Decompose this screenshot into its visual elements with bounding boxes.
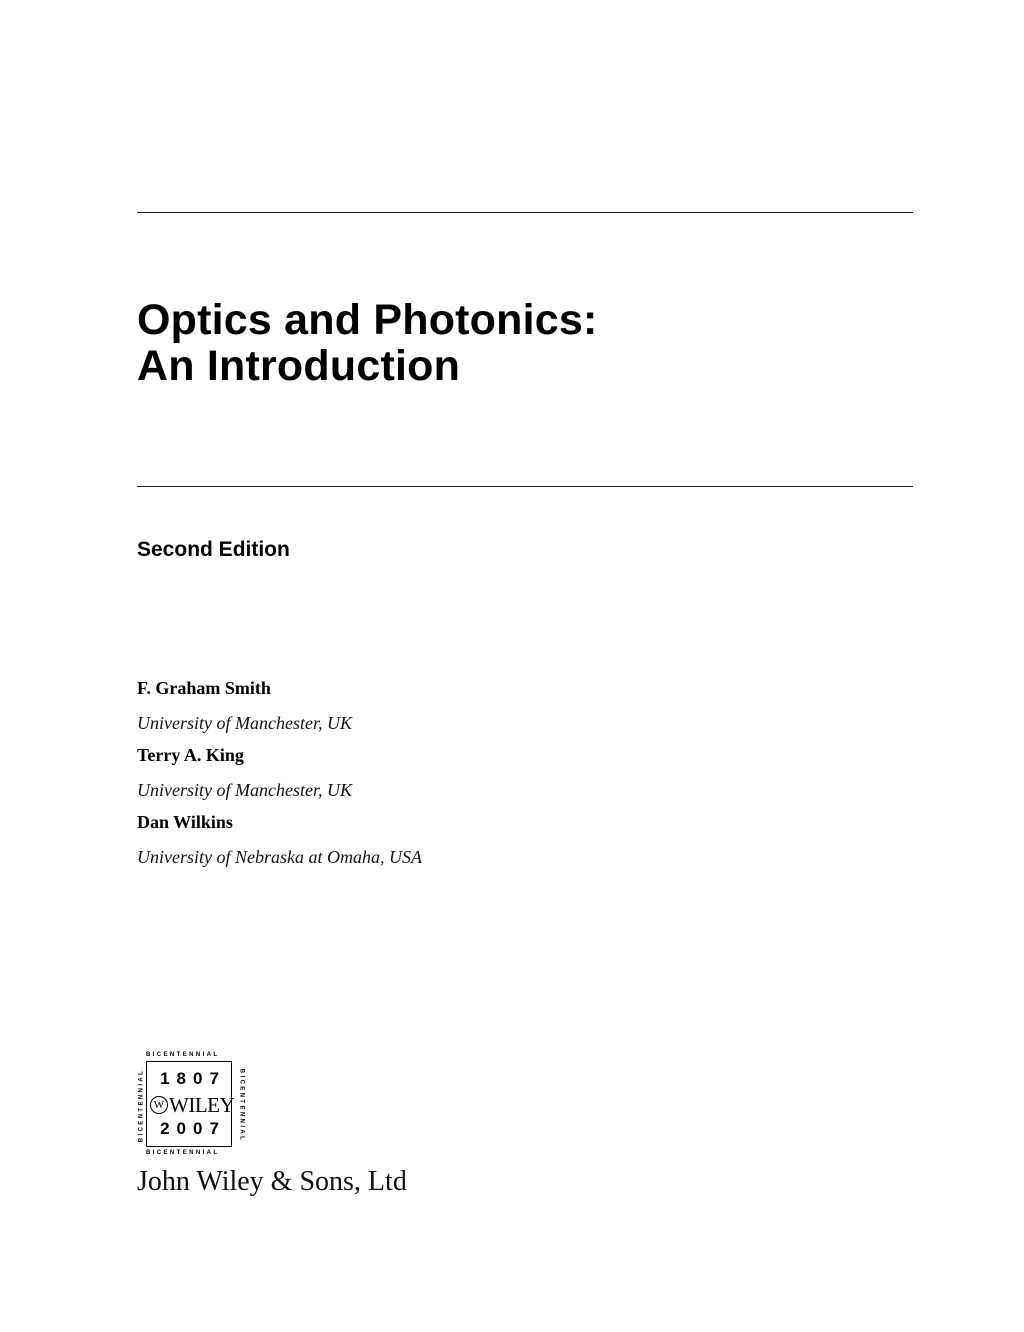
logo-band-right: BICENTENNIAL [238,1068,245,1143]
wiley-bicentennial-logo [137,1052,245,1160]
bottom-rule [137,486,913,487]
author-affiliation: University of Manchester, UK [137,713,352,733]
author-entry [137,677,422,734]
logo-band-top: BICENTENNIAL [146,1052,220,1058]
author-affiliation: University of Manchester, UK [137,780,352,800]
top-rule [137,212,913,213]
publisher-name: John Wiley & Sons, Ltd [137,1166,407,1197]
book-title [137,297,598,389]
wiley-emblem-icon: W [150,1096,168,1114]
author-entry [137,744,422,801]
author-name: Terry A. King [137,745,244,765]
author-entry [137,811,422,868]
logo-year-start: 1807 [160,1069,226,1088]
author-affiliation: University of Nebraska at Omaha, USA [137,847,422,867]
author-name: Dan Wilkins [137,812,233,832]
logo-band-bottom: BICENTENNIAL [146,1150,220,1156]
title-line-2: An Introduction [137,342,461,390]
author-name: F. Graham Smith [137,678,271,698]
edition-label: Second Edition [137,538,290,561]
logo-frame [146,1061,235,1147]
author-list [137,677,422,878]
logo-band-left: BICENTENNIAL [138,1068,145,1143]
logo-year-end: 2007 [160,1119,226,1138]
logo-wordmark [150,1094,234,1116]
logo-brand: WILEY [169,1093,235,1117]
title-line-1: Optics and Photonics: [137,296,598,344]
